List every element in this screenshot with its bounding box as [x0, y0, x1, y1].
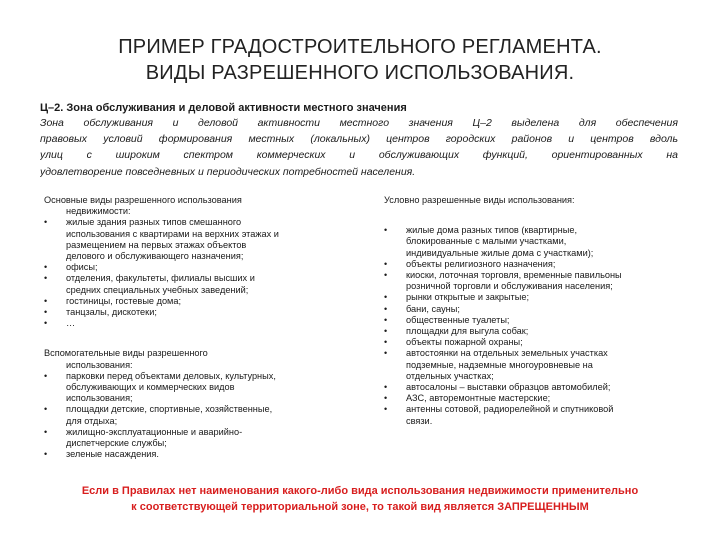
- main-uses-list: [44, 217, 334, 329]
- title-line-2: ВИДЫ РАЗРЕШЕННОГО ИСПОЛЬЗОВАНИЯ.: [145, 62, 575, 84]
- zone-desc-line: Зона обслуживания и деловой активности местного значения Ц–2 выделена для обеспечения: [40, 117, 678, 129]
- list-item: • офисы;: [44, 262, 334, 273]
- list-item: • гостиницы, гостевые дома;: [44, 296, 334, 307]
- list-item: • жилищно-эксплуатационные и аварийно- диспетчерские службы;: [44, 427, 334, 449]
- list-item: • общественные туалеты;: [384, 315, 689, 326]
- zone-desc-line: удовлетворение повседневных и периодических потребностей населения.: [40, 165, 416, 178]
- list-item: • жилые здания разных типов смешанного использования с квартирами на верхних этажах и размещением на первых этажах объектов делового и обслуживающего назначения;: [44, 217, 334, 262]
- zone-desc-line: правовых условий формирования местных (локальных) центров городских районов и центров вдоль: [40, 133, 678, 146]
- zone-heading: Ц–2. Зона обслуживания и деловой активности местного значения: [40, 102, 407, 114]
- prohibited-word: ЗАПРЕЩЕННЫМ: [497, 501, 589, 513]
- main-uses-title: Основные виды разрешенного использования недвижимости:: [44, 195, 242, 217]
- list-item: • площадки для выгула собак;: [384, 326, 689, 337]
- zone-description: [40, 115, 678, 180]
- list-item: • рынки открытые и закрытые;: [384, 292, 689, 303]
- slide-title: [0, 34, 720, 86]
- list-item: • объекты пожарной охраны;: [384, 337, 689, 348]
- list-item: • жилые дома разных типов (квартирные, блокированные с малыми участками, индивидуальные жилые дома с участками);: [384, 225, 689, 259]
- note-line-1: Если в Правилах нет наименования какого-либо вида использования недвижимости применительно: [81, 485, 639, 497]
- left-column: [44, 195, 334, 460]
- list-item: • бани, сауны;: [384, 304, 689, 315]
- list-item: • парковки перед объектами деловых, культурных, обслуживающих и коммерческих видов использования;: [44, 371, 334, 405]
- list-item: • площадки детские, спортивные, хозяйственные, для отдыха;: [44, 404, 334, 426]
- list-item: • отделения, факультеты, филиалы высших и средних специальных учебных заведений;: [44, 273, 334, 295]
- zone-desc-line: улиц с широким спектром коммерческих и обслуживающих функций, ориентированных на: [40, 149, 678, 162]
- prohibition-note: [0, 483, 720, 515]
- aux-uses-list: [44, 371, 334, 461]
- list-item: • объекты религиозного назначения;: [384, 259, 689, 270]
- list-item: • автостоянки на отдельных земельных участках подземные, надземные многоуровневые на отдельных участках;: [384, 348, 689, 382]
- list-item: • автосалоны – выставки образцов автомобилей;: [384, 382, 689, 393]
- right-column: [384, 195, 689, 427]
- conditional-uses-list: [384, 225, 689, 427]
- aux-uses-title: Вспомогательные виды разрешенного использования:: [44, 348, 208, 370]
- list-item: • …: [44, 318, 334, 329]
- list-item: • АЗС, авторемонтные мастерские;: [384, 393, 689, 404]
- note-line-2: к соответствующей территориальной зоне, то такой вид является ЗАПРЕЩЕННЫМ: [131, 501, 589, 513]
- list-item: • танцзалы, дискотеки;: [44, 307, 334, 318]
- list-item: • антенны сотовой, радиорелейной и спутниковой связи.: [384, 404, 689, 426]
- list-item: • зеленые насаждения.: [44, 449, 334, 460]
- conditional-uses-title: Условно разрешенные виды использования:: [384, 195, 575, 205]
- list-item: • киоски, лоточная торговля, временные павильоны розничной торговли и обслуживания населения;: [384, 270, 689, 292]
- title-line-1: ПРИМЕР ГРАДОСТРОИТЕЛЬНОГО РЕГЛАМЕНТА.: [118, 36, 602, 58]
